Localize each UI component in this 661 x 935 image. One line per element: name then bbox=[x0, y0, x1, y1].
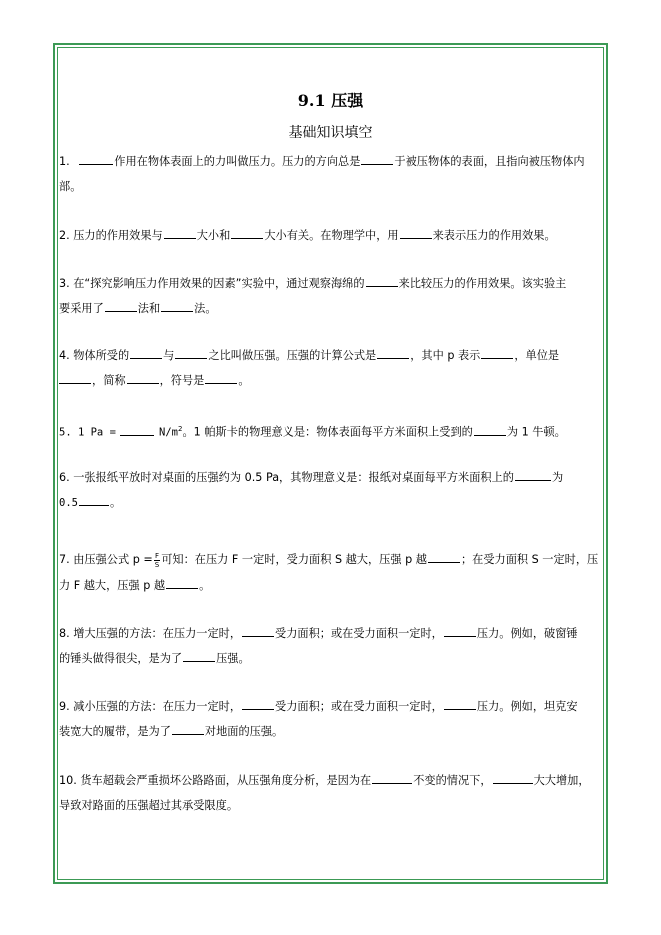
question-5-text-a: 5. 1 Pa = bbox=[59, 426, 116, 439]
blank[interactable] bbox=[231, 226, 263, 239]
question-4-text-g: ，符号是 bbox=[159, 374, 205, 387]
blank[interactable] bbox=[79, 152, 113, 165]
blank[interactable] bbox=[161, 299, 193, 312]
unit-label: N/m bbox=[159, 426, 178, 439]
question-10 bbox=[59, 767, 604, 794]
question-6-text-a: 6. 一张报纸平放时对桌面的压强约为 0.5 Pa，其物理意义是：报纸对桌面每平方米面积上的 bbox=[59, 471, 514, 484]
question-10-text-d: 导致对路面的压强超过其承受限度。 bbox=[59, 799, 239, 812]
blank[interactable] bbox=[166, 576, 198, 589]
question-9-text-b: 受力面积；或在受力面积一定时， bbox=[275, 700, 443, 713]
question-4 bbox=[59, 342, 604, 369]
question-10-continued bbox=[59, 792, 604, 819]
question-8-text-c: 压力。例如，破窗锤 bbox=[476, 627, 578, 640]
question-8-continued bbox=[59, 645, 604, 672]
question-3-text-a: 3. 在“探究影响压力作用效果的因素”实验中，通过观察海绵的 bbox=[59, 277, 365, 290]
blank[interactable] bbox=[242, 624, 274, 637]
question-1-continued bbox=[59, 173, 604, 200]
question-10-text-a: 10. 货车超载会严重损坏公路路面，从压强角度分析，是因为在 bbox=[59, 774, 372, 787]
question-1-text-c: 部。 bbox=[59, 180, 82, 193]
blank[interactable] bbox=[242, 697, 274, 710]
question-7-text-a: 7. 由压强公式 p = bbox=[59, 553, 153, 566]
blank[interactable] bbox=[515, 468, 551, 481]
question-1-text-b: 于被压物体的表面，且指向被压物体内 bbox=[394, 155, 585, 168]
question-1-text-a: 作用在物体表面上的力叫做压力。压力的方向总是 bbox=[114, 155, 361, 168]
question-9-text-c: 压力。例如，坦克安 bbox=[476, 700, 578, 713]
question-10-text-c: 大大增加， bbox=[533, 774, 590, 787]
question-5-text-c: 。1 帕斯卡的物理意义是：物体表面每平方米面积上受到的 bbox=[182, 425, 473, 439]
question-2-text-c: 大小有关。在物理学中，用 bbox=[264, 229, 399, 242]
question-7-continued bbox=[59, 572, 604, 599]
question-2 bbox=[59, 222, 604, 249]
blank[interactable] bbox=[372, 771, 412, 784]
blank[interactable] bbox=[59, 371, 91, 384]
fraction-denominator: S bbox=[154, 560, 160, 569]
question-3 bbox=[59, 270, 604, 297]
blank[interactable] bbox=[444, 697, 476, 710]
blank[interactable] bbox=[164, 226, 196, 239]
question-4-text-a: 4. 物体所受的 bbox=[59, 349, 130, 362]
question-4-text-d: ，其中 p 表示 bbox=[410, 349, 481, 362]
question-6 bbox=[59, 464, 604, 491]
blank[interactable] bbox=[428, 550, 460, 563]
question-8-text-a: 8. 增大压强的方法：在压力一定时， bbox=[59, 627, 242, 640]
question-1-number: 1. bbox=[59, 155, 70, 168]
question-6-text-b: 为 bbox=[552, 471, 564, 484]
question-9 bbox=[59, 693, 604, 720]
question-3-continued bbox=[59, 295, 604, 322]
blank[interactable] bbox=[481, 346, 513, 359]
question-4-text-b: 与 bbox=[163, 349, 175, 362]
question-2-text-d: 来表示压力的作用效果。 bbox=[432, 229, 556, 242]
question-6-continued bbox=[59, 489, 604, 517]
question-9-text-a: 9. 减小压强的方法：在压力一定时， bbox=[59, 700, 242, 713]
blank[interactable] bbox=[127, 371, 159, 384]
blank[interactable] bbox=[366, 274, 398, 287]
fraction-numerator: F bbox=[154, 551, 159, 560]
blank[interactable] bbox=[79, 493, 109, 506]
question-5 bbox=[59, 416, 604, 447]
blank[interactable] bbox=[474, 423, 506, 436]
question-3-text-e: 法。 bbox=[194, 302, 217, 315]
blank[interactable] bbox=[361, 152, 393, 165]
question-7-text-c: ；在受力面积 S 一定时，压 bbox=[460, 553, 599, 566]
blank[interactable] bbox=[120, 423, 154, 436]
blank[interactable] bbox=[205, 371, 237, 384]
question-4-text-c: 之比叫做压强。压强的计算公式是 bbox=[208, 349, 377, 362]
blank[interactable] bbox=[172, 722, 204, 735]
blank[interactable] bbox=[175, 346, 207, 359]
question-4-continued bbox=[59, 367, 604, 394]
question-2-text-a: 2. 压力的作用效果与 bbox=[59, 229, 163, 242]
question-4-text-e: ，单位是 bbox=[514, 349, 560, 362]
blank[interactable] bbox=[444, 624, 476, 637]
question-4-text-f: ，简称 bbox=[92, 374, 126, 387]
question-3-text-b: 来比较压力的作用效果。该实验主 bbox=[398, 277, 567, 290]
question-1 bbox=[59, 148, 604, 175]
question-3-text-c: 要采用了 bbox=[59, 302, 104, 315]
question-10-text-b: 不变的情况下， bbox=[413, 774, 492, 787]
question-8-text-d: 的锤头做得很尖，是为了 bbox=[59, 652, 183, 665]
question-7 bbox=[59, 546, 604, 573]
unit-exponent: 2 bbox=[178, 425, 183, 433]
question-7-text-d: 力 F 越大，压强 p 越 bbox=[59, 579, 166, 592]
blank[interactable] bbox=[183, 649, 215, 662]
blank[interactable] bbox=[130, 346, 162, 359]
question-9-continued bbox=[59, 718, 604, 745]
blank[interactable] bbox=[377, 346, 409, 359]
question-7-text-e: 。 bbox=[199, 579, 211, 592]
question-3-text-d: 法和 bbox=[137, 302, 161, 315]
question-2-text-b: 大小和 bbox=[196, 229, 231, 242]
question-7-text-b: 可知：在压力 F 一定时，受力面积 S 越大，压强 p 越 bbox=[161, 553, 427, 566]
question-8-text-b: 受力面积；或在受力面积一定时， bbox=[275, 627, 443, 640]
section-subtitle: 基础知识填空 bbox=[288, 125, 373, 141]
page-title: 9.1 压强 bbox=[297, 91, 364, 110]
blank[interactable] bbox=[105, 299, 137, 312]
blank[interactable] bbox=[400, 226, 432, 239]
question-8-text-e: 压强。 bbox=[216, 652, 250, 665]
question-5-text-d: 为 1 牛顿。 bbox=[506, 425, 566, 439]
question-8 bbox=[59, 620, 604, 647]
question-4-text-h: 。 bbox=[238, 374, 250, 387]
question-9-text-d: 装宽大的履带，是为了 bbox=[59, 725, 171, 738]
question-9-text-e: 对地面的压强。 bbox=[204, 725, 284, 738]
question-6-text-c: 0.5 bbox=[59, 497, 78, 509]
pressure-formula-fraction bbox=[154, 552, 160, 569]
blank[interactable] bbox=[493, 771, 533, 784]
question-6-text-d: 。 bbox=[109, 496, 122, 509]
